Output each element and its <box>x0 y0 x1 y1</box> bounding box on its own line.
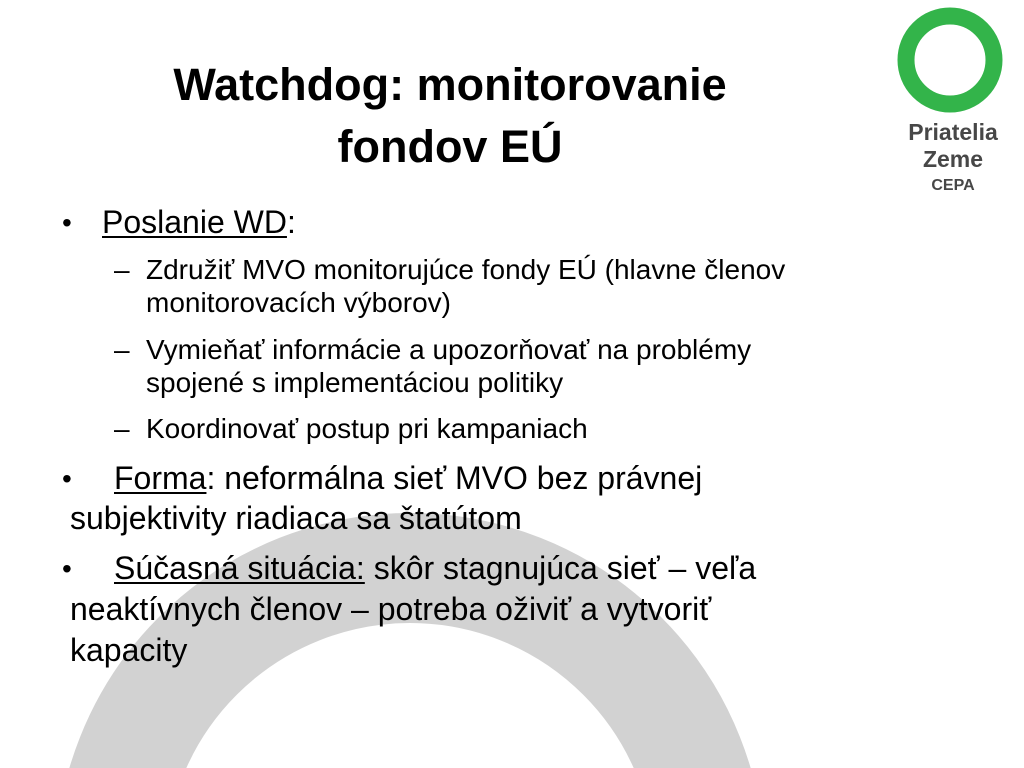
bullet-1-marker: • <box>62 207 72 238</box>
logo-text-line-1: Priatelia <box>908 119 998 145</box>
sub-bullet-3-line-1: Koordinovať postup pri kampaniach <box>146 413 588 444</box>
bullet-3-marker: • <box>62 553 72 584</box>
bullet-2-line-2: subjektivity riadiaca sa štatútom <box>70 500 522 536</box>
bullet-2-label: Forma <box>114 460 207 496</box>
bullet-3-line-3: kapacity <box>70 632 188 668</box>
logo-text-line-2: Zeme <box>922 146 984 172</box>
bullet-3-line-2: neaktívnych členov – potreba oživiť a vytvoriť <box>70 591 712 627</box>
bullet-2-rest: : neformálna sieť MVO bez právnej <box>206 460 703 496</box>
bullet-2-marker: • <box>62 463 72 494</box>
sub-bullet-1-line-2: monitorovacích výborov) <box>146 287 452 318</box>
bullet-3-line-1 <box>114 549 756 587</box>
logo-text-line-3: CEPA <box>931 177 975 194</box>
sub-bullet-2-marker: – <box>114 334 130 365</box>
bullet-1-label: Poslanie WD <box>102 204 287 240</box>
sub-bullet-1-line-1: Združiť MVO monitorujúce fondy EÚ (hlavne členov <box>146 254 786 285</box>
bullet-3-label: Súčasná situácia: <box>114 550 365 586</box>
bullet-1-text <box>102 203 296 241</box>
bullet-1-suffix: : <box>286 204 296 240</box>
sub-bullet-1-marker: – <box>114 254 130 285</box>
bullet-3-rest: skôr stagnujúca sieť – veľa <box>364 550 757 586</box>
slide-title-line-2: fondov EÚ <box>337 121 563 172</box>
sub-bullet-2-line-1: Vymieňať informácie a upozorňovať na problémy <box>146 334 752 365</box>
slide-title-line-1: Watchdog: monitorovanie <box>173 59 727 110</box>
bullet-2-line-1 <box>114 459 702 497</box>
sub-bullet-3-marker: – <box>114 413 130 444</box>
sub-bullet-2-line-2: spojené s implementáciou politiky <box>146 367 564 398</box>
